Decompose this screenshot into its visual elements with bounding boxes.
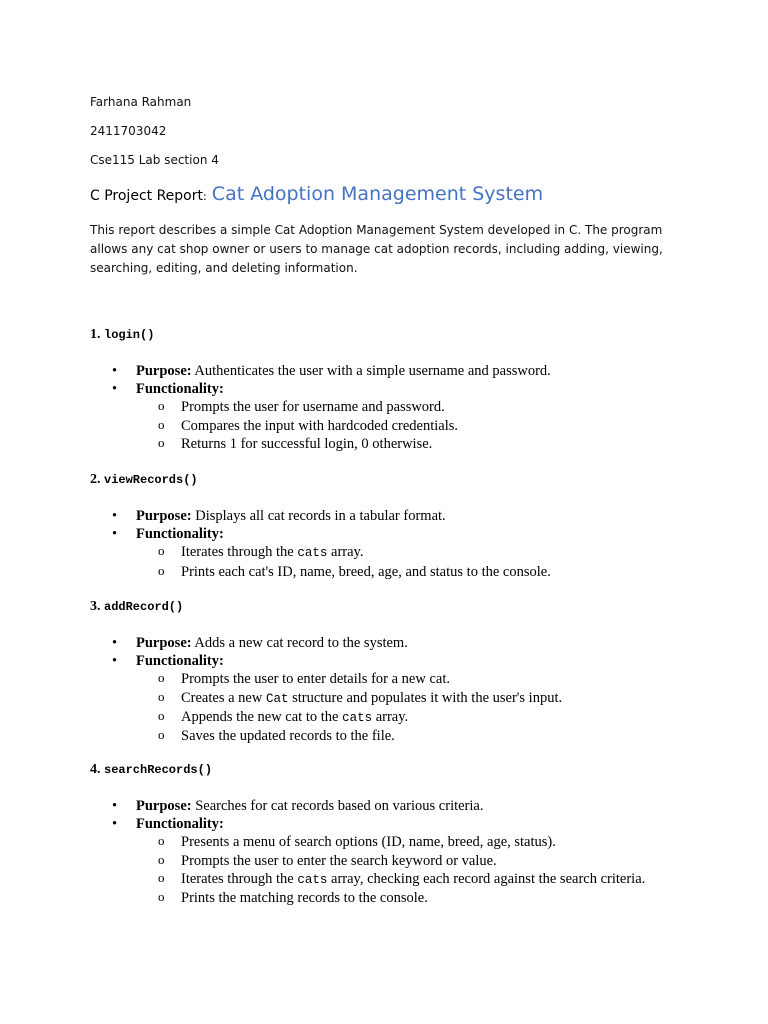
functionality-point: o Creates a new Cat structure and populates it with the user's input.: [136, 689, 742, 708]
purpose-text: Searches for cat records based on various criteria.: [195, 798, 484, 814]
title-prefix: C Project Report: [90, 188, 203, 204]
functionality-point: o Iterates through the cats array.: [136, 543, 742, 562]
functionality-list: [136, 833, 742, 907]
functionality-point: o Iterates through the cats array, checking each record against the search criteria.: [136, 870, 742, 889]
purpose-label: Purpose:: [136, 798, 192, 814]
purpose-label: Purpose:: [136, 363, 192, 379]
purpose-text: Authenticates the user with a simple username and password.: [194, 363, 551, 379]
functionality-item: [112, 525, 742, 581]
section-heading: [90, 599, 183, 615]
functionality-item: [112, 815, 742, 907]
purpose-label: Purpose:: [136, 635, 192, 651]
section-bullets: [112, 507, 742, 581]
function-name: viewRecords(): [104, 473, 198, 487]
functionality-item: [112, 652, 742, 745]
functionality-point: o Prompts the user for username and password.: [136, 398, 742, 416]
purpose-label: Purpose:: [136, 508, 192, 524]
report-title: [90, 183, 543, 205]
section-heading: [90, 762, 212, 778]
code-token: cats: [297, 546, 328, 561]
intro-paragraph: This report describes a simple Cat Adoption Management System developed in C. The program allows any cat shop owner or users to manage cat adoption records, including adding, viewing, searching, editing, and deleting information.: [90, 223, 663, 275]
purpose-text: Adds a new cat record to the system.: [194, 635, 408, 651]
functionality-point: o Prints each cat's ID, name, breed, age, and status to the console.: [136, 563, 742, 581]
section-number: 4.: [90, 762, 101, 777]
section-heading: [90, 327, 154, 343]
section-bullets: [112, 634, 742, 745]
student-id: 2411703042: [90, 124, 167, 138]
function-name: addRecord(): [104, 600, 184, 614]
code-token: cats: [297, 872, 328, 887]
functionality-point: o Compares the input with hardcoded credentials.: [136, 417, 742, 435]
code-token: Cat: [265, 691, 289, 706]
functionality-point: o Presents a menu of search options (ID, name, breed, age, status).: [136, 833, 742, 851]
function-name: login(): [104, 328, 155, 342]
functionality-list: [136, 670, 742, 745]
functionality-label: Functionality:: [136, 526, 224, 543]
functionality-label: Functionality:: [136, 816, 224, 833]
functionality-item: [112, 380, 742, 453]
section-number: 3.: [90, 599, 101, 614]
functionality-label: Functionality:: [136, 381, 224, 398]
title-main: Cat Adoption Management System: [211, 183, 544, 205]
author-name: Farhana Rahman: [90, 95, 192, 109]
section-number: 2.: [90, 472, 101, 487]
purpose-text: Displays all cat records in a tabular format.: [195, 508, 446, 524]
functionality-label: Functionality:: [136, 653, 224, 670]
function-name: searchRecords(): [104, 763, 213, 777]
purpose-item: [112, 507, 742, 525]
purpose-item: [112, 634, 742, 652]
course-section: Cse115 Lab section 4: [90, 153, 219, 167]
functionality-point: o Prompts the user to enter the search keyword or value.: [136, 852, 742, 870]
functionality-point: o Prints the matching records to the console.: [136, 889, 742, 907]
section-bullets: [112, 362, 742, 453]
functionality-point: o Prompts the user to enter details for a new cat.: [136, 670, 742, 688]
functionality-point: o Appends the new cat to the cats array.: [136, 708, 742, 727]
code-token: cats: [342, 710, 373, 725]
section-bullets: [112, 797, 742, 907]
purpose-item: [112, 797, 742, 815]
functionality-point: o Saves the updated records to the file.: [136, 727, 742, 745]
title-colon: :: [202, 190, 207, 203]
functionality-list: [136, 398, 742, 453]
purpose-item: [112, 362, 742, 380]
functionality-list: [136, 543, 742, 580]
section-number: 1.: [90, 327, 101, 342]
section-heading: [90, 472, 198, 488]
functionality-point: o Returns 1 for successful login, 0 otherwise.: [136, 435, 742, 453]
